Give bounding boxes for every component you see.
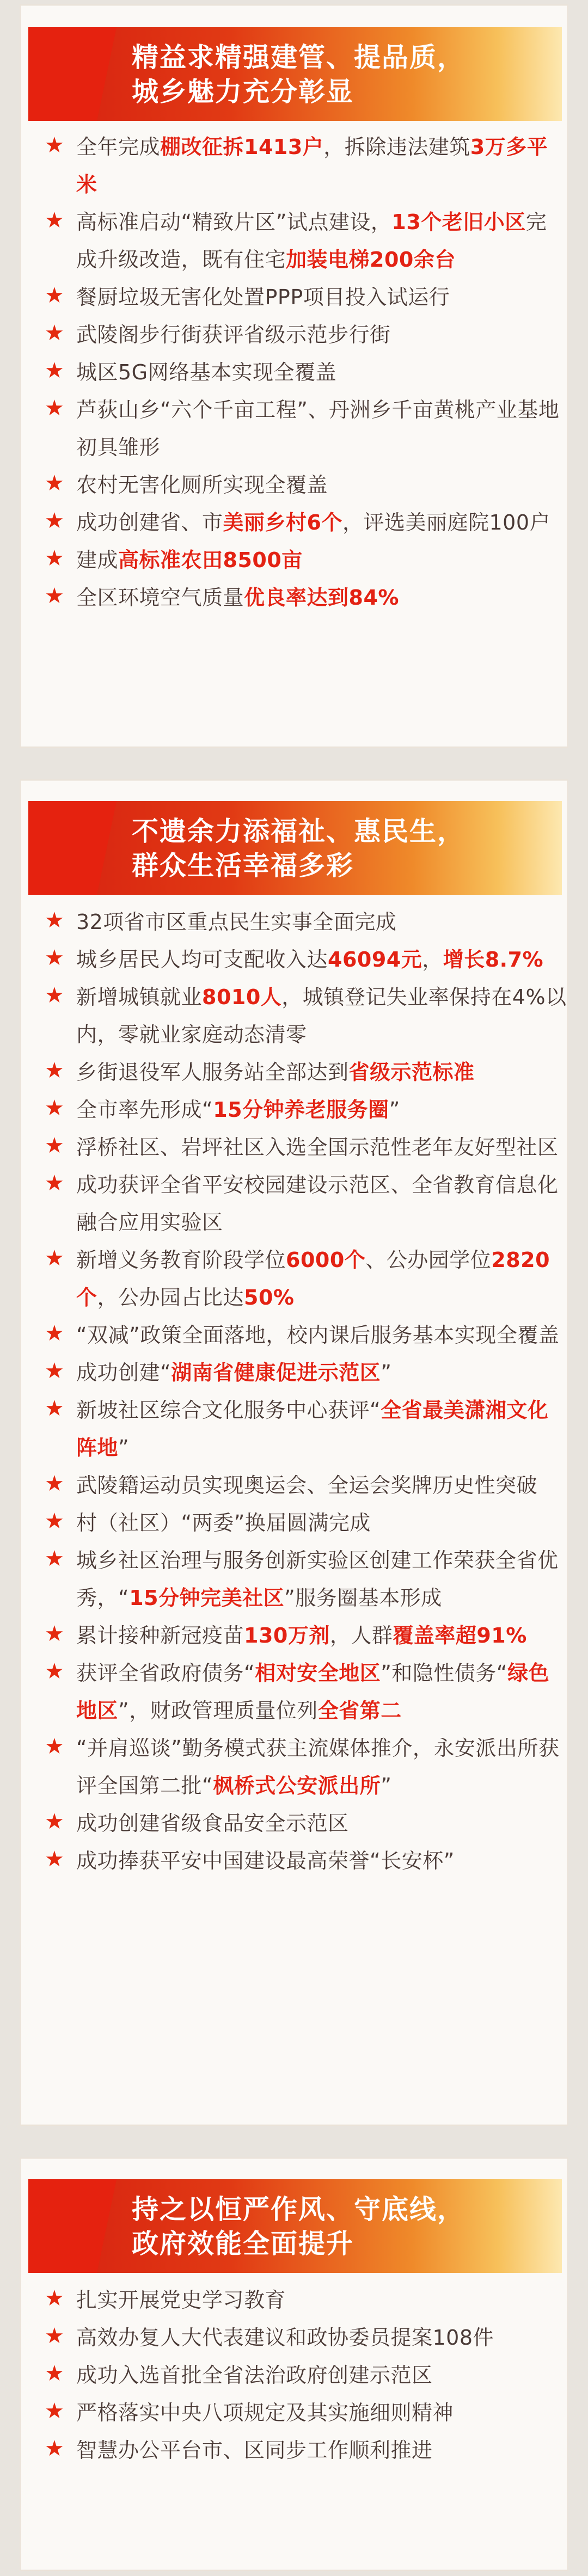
highlight-text: 覆盖率超91%	[393, 1624, 527, 1647]
list-item-text	[76, 1730, 567, 1805]
section-title-line1: 持之以恒严作风、守底线，	[132, 2194, 465, 2225]
star-icon: ★	[45, 1171, 64, 1196]
list-item	[45, 279, 567, 316]
list-item	[45, 2394, 567, 2432]
highlight-text: 全省最美潇湘文化阵地	[76, 1398, 549, 1460]
highlight-text: 加装电梯200余台	[286, 248, 456, 272]
banner-red-block	[28, 2179, 97, 2273]
star-icon: ★	[45, 1058, 64, 1083]
highlight-text: 46094元	[328, 948, 422, 972]
body-text: ”	[389, 1098, 400, 1122]
section-title	[132, 2192, 465, 2261]
list-item-text	[76, 1542, 567, 1617]
star-icon: ★	[45, 1246, 64, 1271]
highlight-text: 15分钟完美社区	[129, 1586, 285, 1610]
list-item-text	[76, 316, 567, 354]
section-banner	[28, 27, 562, 121]
highlight-text: 50%	[244, 1286, 295, 1309]
star-icon: ★	[45, 2399, 64, 2424]
list-item-text	[76, 1842, 567, 1880]
list-item-text	[76, 2394, 567, 2432]
star-icon: ★	[45, 1358, 64, 1384]
highlight-text: 枫桥式公安派出所	[213, 1774, 381, 1798]
body-text: 严格落实中央八项规定及其实施细则精神	[76, 2401, 454, 2425]
body-text: 建成	[76, 548, 119, 572]
body-text: 成功创建省、市	[76, 511, 223, 534]
list-item-text	[76, 466, 567, 504]
list-item-text	[76, 1317, 567, 1354]
section-title	[132, 40, 465, 109]
list-item-text	[76, 128, 567, 204]
list-item-text	[76, 1655, 567, 1730]
achievement-list	[45, 2282, 567, 2469]
list-item-text	[76, 2319, 567, 2357]
list-item-text	[76, 903, 567, 941]
section-card-3	[20, 2157, 568, 2571]
star-icon: ★	[45, 583, 64, 608]
body-text: 新增义务教育阶段学位	[76, 1248, 286, 1272]
list-item	[45, 542, 567, 579]
star-icon: ★	[45, 283, 64, 308]
body-text: “并肩巡谈”勤务模式获主流媒体推介，永安派出所获评全国第二批“	[76, 1736, 560, 1798]
body-text: 城区5G网络基本实现全覆盖	[76, 360, 337, 384]
body-text: 城乡社区治理与服务创新实验区创建工作荣获全省优秀，“	[76, 1548, 559, 1610]
body-text: 乡街退役军人服务站全部达到	[76, 1060, 349, 1084]
body-text: 成功创建省级食品安全示范区	[76, 1811, 349, 1835]
list-item	[45, 903, 567, 941]
list-item	[45, 579, 567, 617]
highlight-text: 美丽乡村6个	[223, 511, 342, 534]
star-icon: ★	[45, 1471, 64, 1496]
body-text: 全年完成	[76, 135, 161, 159]
star-icon: ★	[45, 1396, 64, 1421]
list-item-text	[76, 579, 567, 617]
body-text: 新坡社区综合文化服务中心获评“	[76, 1398, 381, 1422]
list-item-text	[76, 1392, 567, 1467]
list-item-text	[76, 354, 567, 391]
body-text: 成功入选首批全省法治政府创建示范区	[76, 2363, 433, 2387]
star-icon: ★	[45, 471, 64, 496]
body-text: 32项省市区重点民生实事全面完成	[76, 910, 397, 934]
list-item-text	[76, 1354, 567, 1392]
star-icon: ★	[45, 1096, 64, 1121]
body-text: ”	[381, 1774, 392, 1798]
list-item	[45, 1617, 567, 1655]
body-text: 武陵阁步行街获评省级示范步行街	[76, 323, 391, 347]
star-icon: ★	[45, 133, 64, 158]
highlight-text: 2820个	[76, 1248, 550, 1309]
body-text: 成功获评全省平安校园建设示范区、全省教育信息化融合应用实验区	[76, 1173, 559, 1234]
star-icon: ★	[45, 1809, 64, 1834]
star-icon: ★	[45, 1847, 64, 1872]
section-title-line2: 群众生活幸福多彩	[132, 850, 354, 881]
body-text: 高效办复人大代表建议和政协委员提案108件	[76, 2326, 494, 2350]
list-item-text	[76, 1805, 567, 1842]
body-text: “双减”政策全面落地，校内课后服务基本实现全覆盖	[76, 1323, 560, 1347]
body-text: ”服务圈基本形成	[284, 1586, 442, 1610]
list-item	[45, 466, 567, 504]
banner-red-block	[28, 27, 97, 121]
list-item	[45, 1241, 567, 1317]
body-text: 成功捧获平安中国建设最高荣誉“长安杯”	[76, 1849, 455, 1873]
list-item	[45, 1730, 567, 1805]
body-text: 累计接种新冠疫苗	[76, 1624, 244, 1647]
highlight-text: 高标准农田8500亩	[118, 548, 303, 572]
list-item-text	[76, 204, 567, 279]
body-text: ，	[422, 948, 443, 972]
star-icon: ★	[45, 2436, 64, 2461]
body-text: ，城镇登记失业率保持在4%以内，零就业家庭动态清零	[76, 985, 567, 1047]
banner-wedge	[97, 2179, 117, 2273]
star-icon: ★	[45, 1133, 64, 1158]
star-icon: ★	[45, 546, 64, 571]
list-item	[45, 2432, 567, 2469]
achievement-list	[45, 128, 567, 617]
section-card-1	[20, 4, 568, 748]
list-item	[45, 1655, 567, 1730]
star-icon: ★	[45, 1734, 64, 1759]
list-item-text	[76, 2282, 567, 2319]
section-banner	[28, 801, 562, 895]
section-banner	[28, 2179, 562, 2273]
list-item-text	[76, 1129, 567, 1166]
star-icon: ★	[45, 208, 64, 233]
body-text: 成功创建“	[76, 1361, 171, 1385]
highlight-text: 6000个	[286, 1248, 366, 1272]
list-item	[45, 1317, 567, 1354]
list-item	[45, 1467, 567, 1504]
list-item	[45, 316, 567, 354]
body-text: 完成升级改造，既有住宅	[76, 210, 547, 272]
banner-wedge	[97, 27, 117, 121]
list-item	[45, 204, 567, 279]
highlight-text: 增长8.7%	[443, 948, 544, 972]
list-item	[45, 2357, 567, 2394]
section-title	[132, 814, 465, 883]
highlight-text: 绿色地区	[76, 1661, 550, 1723]
star-icon: ★	[45, 508, 64, 533]
highlight-text: 130万剂	[244, 1624, 330, 1647]
highlight-text: 15分钟养老服务圈	[213, 1098, 389, 1122]
highlight-text: 3万多平米	[76, 135, 548, 196]
list-item	[45, 2319, 567, 2357]
list-item-text	[76, 2357, 567, 2394]
list-item-text	[76, 979, 567, 1054]
section-title-line1: 不遗余力添福祉、惠民生，	[132, 816, 465, 847]
list-item-text	[76, 1241, 567, 1317]
list-item-text	[76, 1504, 567, 1542]
highlight-text: 8010人	[202, 985, 282, 1009]
body-text: 全区环境空气质量	[76, 586, 244, 610]
star-icon: ★	[45, 945, 64, 970]
star-icon: ★	[45, 1546, 64, 1571]
list-item	[45, 1354, 567, 1392]
list-item-text	[76, 1091, 567, 1129]
list-item	[45, 1805, 567, 1842]
list-item-text	[76, 542, 567, 579]
list-item-text	[76, 941, 567, 979]
body-text: 武陵籍运动员实现奥运会、全运会奖牌历史性突破	[76, 1473, 538, 1497]
body-text: ”，财政管理质量位列	[118, 1699, 318, 1723]
section-title-line2: 政府效能全面提升	[132, 2228, 354, 2259]
list-item-text	[76, 1467, 567, 1504]
body-text: ，人群	[329, 1624, 393, 1647]
star-icon: ★	[45, 2286, 64, 2311]
list-item	[45, 1091, 567, 1129]
list-item-text	[76, 1054, 567, 1091]
star-icon: ★	[45, 1321, 64, 1346]
list-item	[45, 1842, 567, 1880]
body-text: ，评选美丽庭院100户	[342, 511, 550, 534]
body-text: 芦荻山乡“六个千亩工程”、丹洲乡千亩黄桃产业基地初具雏形	[76, 398, 560, 459]
star-icon: ★	[45, 1621, 64, 1646]
list-item-text	[76, 279, 567, 316]
section-title-line1: 精益求精强建管、提品质，	[132, 42, 465, 73]
body-text: ，拆除违法建筑	[323, 135, 470, 159]
star-icon: ★	[45, 983, 64, 1008]
highlight-text: 13个老旧小区	[391, 210, 526, 234]
list-item	[45, 979, 567, 1054]
list-item	[45, 1129, 567, 1166]
list-item	[45, 354, 567, 391]
section-title-line2: 城乡魅力充分彰显	[132, 76, 354, 107]
achievement-list	[45, 903, 567, 1880]
list-item-text	[76, 391, 567, 466]
star-icon: ★	[45, 396, 64, 421]
list-item	[45, 391, 567, 466]
highlight-text: 棚改征拆1413户	[160, 135, 324, 159]
list-item	[45, 1392, 567, 1467]
body-text: 新增城镇就业	[76, 985, 203, 1009]
highlight-text: 湖南省健康促进示范区	[171, 1361, 381, 1385]
body-text: 村（社区）“两委”换届圆满完成	[76, 1511, 371, 1535]
star-icon: ★	[45, 321, 64, 346]
body-text: 、公办园学位	[365, 1248, 492, 1272]
star-icon: ★	[45, 2361, 64, 2386]
body-text: ”	[381, 1361, 392, 1385]
body-text: 城乡居民人均可支配收入达	[76, 948, 328, 972]
highlight-text: 省级示范标准	[348, 1060, 475, 1084]
body-text: 智慧办公平台市、区同步工作顺利推进	[76, 2438, 433, 2462]
highlight-text: 相对安全地区	[255, 1661, 381, 1685]
banner-red-block	[28, 801, 97, 895]
star-icon: ★	[45, 358, 64, 383]
list-item	[45, 1166, 567, 1241]
body-text: ”和隐性债务“	[381, 1661, 508, 1685]
list-item	[45, 941, 567, 979]
star-icon: ★	[45, 1659, 64, 1684]
list-item	[45, 2282, 567, 2319]
list-item-text	[76, 2432, 567, 2469]
highlight-text: 全省第二	[317, 1699, 402, 1723]
star-icon: ★	[45, 1509, 64, 1534]
body-text: 扎实开展党史学习教育	[76, 2288, 286, 2312]
highlight-text: 优良率达到84%	[244, 586, 399, 610]
star-icon: ★	[45, 908, 64, 933]
star-icon: ★	[45, 2323, 64, 2348]
list-item-text	[76, 504, 567, 542]
body-text: 获评全省政府债务“	[76, 1661, 255, 1685]
list-item	[45, 504, 567, 542]
body-text: 浮桥社区、岩坪社区入选全国示范性老年友好型社区	[76, 1135, 559, 1159]
body-text: ，公办园占比达	[97, 1286, 244, 1309]
list-item	[45, 128, 567, 204]
body-text: 农村无害化厕所实现全覆盖	[76, 473, 328, 497]
banner-wedge	[97, 801, 117, 895]
body-text: 高标准启动“精致片区”试点建设，	[76, 210, 392, 234]
body-text: ”	[118, 1436, 130, 1460]
list-item-text	[76, 1617, 567, 1655]
list-item	[45, 1054, 567, 1091]
list-item-text	[76, 1166, 567, 1241]
list-item	[45, 1542, 567, 1617]
section-card-2	[20, 779, 568, 2126]
list-item	[45, 1504, 567, 1542]
body-text: 全市率先形成“	[76, 1098, 213, 1122]
body-text: 餐厨垃圾无害化处置PPP项目投入试运行	[76, 285, 450, 309]
